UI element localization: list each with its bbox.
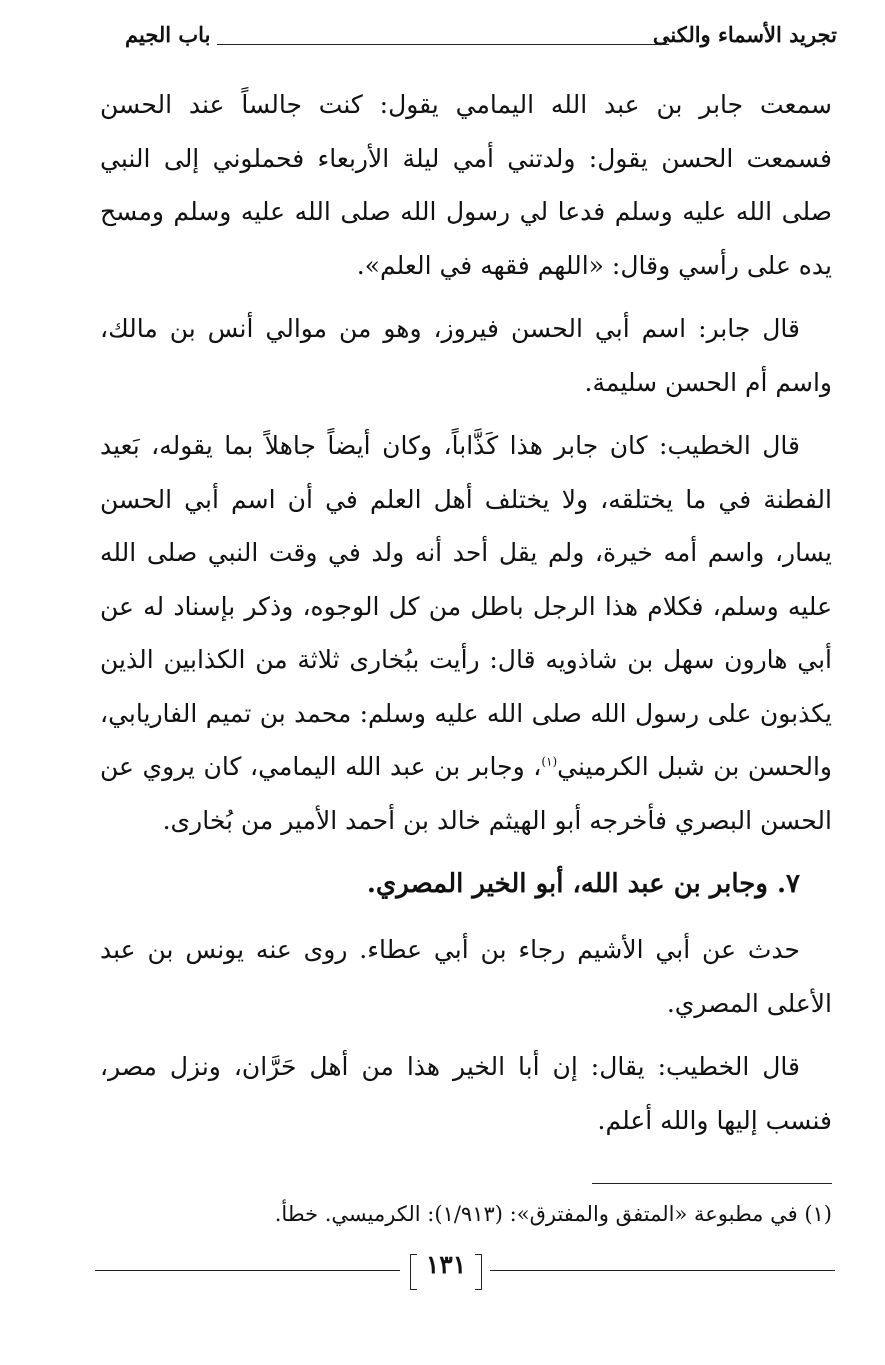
page-footer: [95, 1246, 835, 1296]
footer-rule: [490, 1270, 835, 1271]
footer-rule: [95, 1270, 400, 1271]
header-rule: [217, 44, 669, 45]
footnote-separator: [592, 1183, 832, 1184]
footnote: (١) في مطبوعة «المتفق والمفترق»: (١/٩١٣): الكرميسي. خطأ.: [274, 1202, 832, 1226]
running-header: [125, 18, 837, 68]
main-text: [100, 78, 832, 1157]
book-title: تجريد الأسماء والكنى: [652, 22, 837, 47]
paragraph: حدث عن أبي الأشيم رجاء بن أبي عطاء. روى عنه يونس بن عبد الأعلى المصري.: [100, 935, 832, 1018]
paragraph: قال جابر: اسم أبي الحسن فيروز، وهو من موالي أنس بن مالك، واسم أم الحسن سليمة.: [100, 314, 832, 397]
paragraph: سمعت جابر بن عبد الله اليمامي يقول: كنت جالساً عند الحسن فسمعت الحسن يقول: ولدتني أمي ليلة الأربعاء فحملوني إلى النبي صلى الله عليه وسلم فدعا لي رسول الله صلى الله عليه وسلم ومسح يده على رأسي وقال: «اللهم فقهه في العلم».: [100, 90, 832, 280]
entry-heading: ٧. وجابر بن عبد الله، أبو الخير المصري.: [366, 869, 800, 899]
footnote-reference[interactable]: (١): [541, 754, 558, 769]
paragraph: [100, 419, 832, 847]
chapter-title: باب الجيم: [125, 22, 211, 47]
page-number: ١٣١: [410, 1250, 482, 1279]
paragraph-text: قال الخطيب: كان جابر هذا كَذَّاباً، وكان أيضاً جاهلاً بما يقوله، بَعيد الفطنة في ما يختلقه، ولا يختلف أهل العلم في أن اسم أبي الحسن يسار، واسم أمه خيرة، ولم يقل أحد أنه ولد في وقت النبي صلى الله عليه وسلم، فكلام هذا الرجل باطل من كل الوجوه، وذكر بإسناد له عن أبي هارون سهل بن شاذويه قال: رأيت ببُخارى ثلاثة من الكذابين الذين يكذبون على رسول الله صلى الله عليه وسلم: محمد بن تميم الفاريابي، والحسن بن شبل الكرميني: [100, 431, 832, 781]
paragraph: قال الخطيب: يقال: إن أبا الخير هذا من أهل حَرَّان، ونزل مصر، فنسب إليها والله أعلم.: [100, 1052, 832, 1135]
paragraph-text: ، وجابر بن عبد الله اليمامي، كان يروي عن الحسن البصري فأخرجه أبو الهيثم خالد بن أحمد الأمير من بُخارى.: [100, 752, 832, 835]
